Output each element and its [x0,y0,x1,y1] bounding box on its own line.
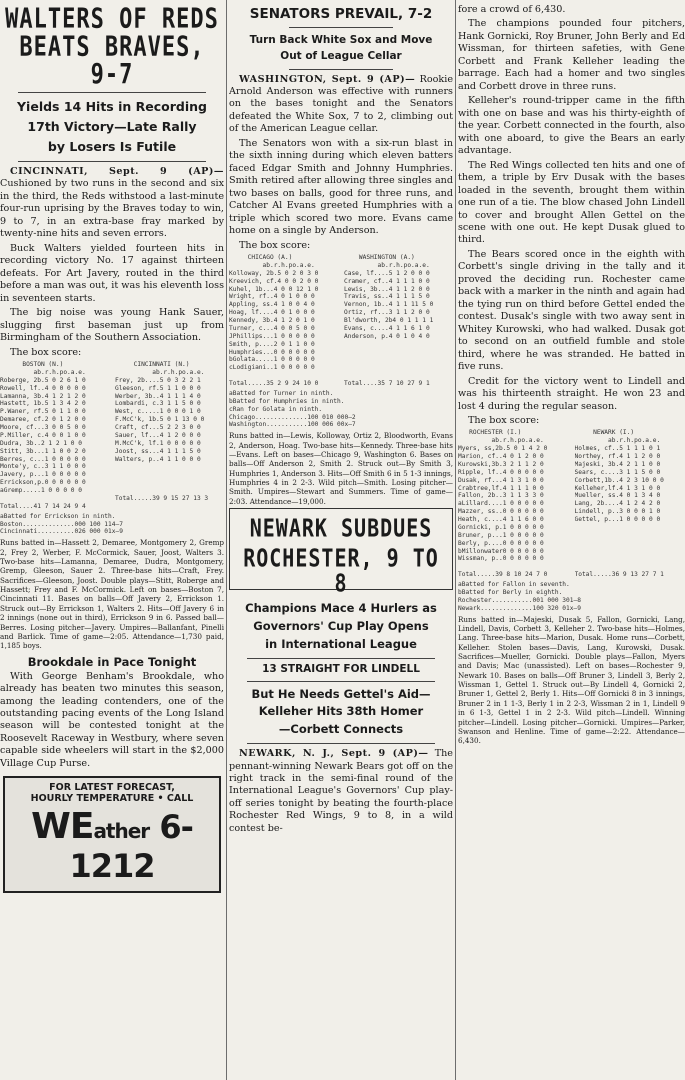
box-score-linescore: aBatted for Turner in ninth. bBatted for Humphries in ninth. cRan for Golata in ninth. Chicago..............100 010 000—2 Washington...........100 006 00x—7 [229,389,356,429]
headline-brookdale: Brookdale in Pace Tonight [27,654,197,669]
box-score-washington: WASHINGTON (A.) ab.r.h.po.a.e. Case, lf....5 1 2 0 0 0 Cramer, cf..4 1 1 1 0 0 Lewis, 3b...4 1 1 2 0 0 Travis, ss..4 1 1 1 5 0 Vernon, 1b..4 1 1 11 5 0 Ortiz, rf...3 1 1 2 0 0 Bl'dworth, 2b4 0 1 1 1 1 Evans, c....4 1 1 6 1 0 Anderson, p.4 0 1 0 4 0 Total....35 7 10 27 9 1 [344,254,434,388]
box-score-cincinnati: CINCINNATI (N.) ab.r.h.po.a.e. Frey, 2b....5 0 3 2 2 1 Gleeson, rf.5 1 1 0 0 0 Werber, 3b..4 1 1 1 4 0 Lombardi, c.3 1 1 5 0 0 West, c.....1 0 0 0 1 0 F.McC'k, 1b.5 0 1 13 0 0 Craft, cf...5 2 2 3 0 0 Sauer, lf...4 1 2 0 0 0 M.McC'k, lf.1 0 0 0 0 0 Joost, ss...4 1 1 1 5 0 Walters, p..4 1 1 0 0 0 Total.....39 9 15 27 13 3 [115,361,209,502]
deck-line: Yields 14 Hits in Recording [17,99,207,114]
box-score-label: The box score: [468,415,540,426]
ad-line-forecast: FOR LATEST FORECAST, [49,782,175,794]
deck-senators [229,33,453,65]
deck-line: in International League [265,636,417,651]
box-score-label: The box score: [10,346,82,358]
divider [247,743,435,744]
box-score-linescore: aBatted for Fallon in seventh. bBatted for Berly in eighth. Rochester...........001 000 301—8 Newark..............100 320 01x—9 [458,581,581,612]
weather-ad [3,776,221,893]
deck-line: Turn Back White Sox and Move [249,34,433,46]
column-2 [229,0,453,837]
box-score-summary: Runs batted in—Hassett 2, Demaree, Montgomery 2, Gremp 2, Frey 2, Werber, F. McCormick, Sauer, Joost, Walters 3. Two-base hits—Lamanna, Demaree, Dudra, Montgomery, Gremp, Gleeson, Sauer 2. Three-base hits—Craft, Frey. Sacrifices—Gleeson, Joost. Double plays—Stitt, Roberge and Hassett; Frey and F. McCormick. Left on bases—Boston 7, Cincinnati 11. Bases on balls—Off Javery 2, Errickson 1. Struck out—By Errickson 1, Walters 2. Hits—Off Javery 6 in 2 innings (none out in third), Errickson 9 in 6. Passed ball—Berres. Losing pitcher—Javery. Umpires—Ballanfant, Pinelli and Barlick. Time of game—2:05. Attendance—1,730 paid, 1,185 boys. [0,538,224,651]
story-text: Cushioned by two runs in the second and six in the third, the Reds withstood a last-minute four-run uprising by the Braves today to win, 9 to 7, in an extra-base fray marked by twenty-nine hits and seven errors. [0,178,224,240]
divider [289,69,393,70]
divider [247,658,435,659]
headline-newark-line1: NEWARK SUBDUES [249,512,433,543]
divider [247,681,435,682]
headline-walters-line2: BEATS BRAVES, 9-7 [19,31,205,91]
story-paragraph [0,166,224,241]
column-1 [0,0,224,893]
box-score-rochester: ROCHESTER (I.) ab.r.h.po.a.e. Myers, ss,2b.5 0 1 4 2 0 Marion, cf..4 0 1 2 0 0 Kurowski,3b.3 2 1 1 2 0 Ripple, lf..4 0 0 0 0 0 Dusak, rf...4 1 3 1 0 0 Crabtree,lf.4 1 1 1 0 0 Fallon, 2b..3 1 1 3 3 0 aLillard....1 0 0 0 0 0 Mazzer, ss..0 0 0 0 0 0 Heath, c....4 1 1 6 0 0 Gornicki, p.1 0 0 0 0 0 Bruner, p...1 0 0 0 0 0 Berly, p....0 0 0 0 0 0 bMillonwater0 0 0 0 0 0 Wissman, p..0 0 0 0 0 0 Total.....39 8 10 24 7 0 [458,429,548,579]
box-score-boston-cincinnati [0,361,224,513]
story-text: Rookie Arnold Anderson was effective with runners on the bases tonight and the Senators defeated the White Sox, 7 to 2, climbing out of the American League cellar. [229,73,453,135]
divider [18,92,206,93]
box-score-label: The box score: [239,239,311,251]
ad-we: WE [31,806,94,848]
deck-gettel [229,686,453,739]
headline-walters-line1: WALTERS OF REDS [5,3,219,35]
ad-phone-number [9,806,215,885]
deck-newark [229,600,453,653]
story-paragraph: The Senators won with a six-run blast in the sixth inning during which eleven batters faced Edgar Smith and Johnny Humphries. Smith retired after allowing three singles and two bases on balls, good for three runs, and Catcher Al Evans greeted Humphries with a triple which scored two more. Evans came home on a single by Anderson. [229,137,453,237]
deck-line: by Losers Is Futile [47,139,177,154]
story-paragraph [229,74,453,136]
story-paragraph: Kelleher's round-tripper came in the fifth with one on base and was his thirty-eighth of the year. Corbett connected in the fourth, also with one aboard, to give the Bears an early advantage. [458,95,685,157]
story-paragraph: The champions pounded four pitchers, Hank Gornicki, Roy Bruner, John Berly and Ed Wissman, for thirteen safeties, with Gene Corbett and Frank Kelleher leading the barrage. Each had a homer and two singles and Corbett drove in three runs. [458,18,685,92]
deck-line: —Corbett Connects [278,722,404,737]
box-score-chicago-washington [229,254,453,390]
ad-line-temperature: HOURLY TEMPERATURE • CALL [30,793,194,805]
column-rule [455,0,456,1080]
story-paragraph [229,748,453,835]
kicker-lindell: 13 STRAIGHT FOR LINDELL [262,662,420,675]
story-text: The pennant-winning Newark Bears got off on the right track in the semi-final round of the International League's Governors' Cup play-off series tonight by beating the fourth-place Rochester Red Wings, 9 to 8, in a wild contest be- [229,748,453,834]
divider [289,27,393,28]
column-3 [458,0,685,748]
box-score-chicago: CHICAGO (A.) ab.r.h.po.a.e. Kolloway, 2b.5 0 2 0 3 0 Kreevich, cf.4 0 0 2 0 0 Kuhel, 1b...4 0 0 12 1 0 Wright, rf..4 0 1 0 0 0 Appling, ss.4 1 0 0 4 0 Hoag, lf....4 0 1 0 0 0 Kennedy, 3b.4 1 2 0 1 0 Turner, c...4 0 0 5 0 0 JPhillips...1 0 0 0 0 0 Smith, p....2 0 1 1 0 0 Humphries...0 0 0 0 0 0 bGolata.....1 0 0 0 0 0 cLodigiani..1 0 0 0 0 0 Total.....35 2 9 24 10 0 [229,254,319,388]
story-paragraph: With George Benham's Brookdale, who already has beaten two minutes this season, among the leading contenders, one of the outstanding pacing events of the Long Island season will be contested tonight at the Roosevelt Raceway in Westbury, where seven capable side wheelers will start in the $2,000 Village Cup Purse. [0,670,224,769]
newark-headline-box [229,508,453,598]
headline-newark-line2: ROCHESTER, 9 TO 8 [243,542,439,598]
deck-line: 17th Victory—Late Rally [27,119,197,134]
dateline: CINCINNATI, Sept. 9 (AP)— [10,166,224,177]
box-score-newark: NEWARK (I.) ab.r.h.po.a.e. Holmes, cf..5 1 1 1 0 1 Northey, rf.4 1 1 2 0 0 Majeski, 3b.4 2 1 1 0 0 Sears, c....3 1 1 5 0 0 Corbett,1b..4 2 3 10 0 0 Kelleher,lf.4 1 3 1 0 0 Mueller, ss.4 0 1 3 4 0 Lang, 2b....4 1 2 4 2 0 Lindell, p..3 0 0 0 1 0 Gettel, p...1 0 0 0 0 0 Total.....36 9 13 27 7 1 [574,429,664,579]
story-paragraph: The Bears scored once in the eighth with Corbett's single driving in the tally and it proved the deciding run. Rochester came back with a marker in the ninth and again had the tying run on third before Gettel ended the contest. Dusak's single with two away sent in Whitey Kurowski, who had walked. Dusak got to second on an outfield fumble and stole third, where he was stranded. He batted in five runs. [458,248,685,373]
story-paragraph: The big noise was young Hank Sauer, slugging first baseman just up from Birmingham of the Southern Association. [0,307,224,344]
deck-walters [0,97,224,157]
deck-line: Kelleher Hits 38th Homer [258,704,424,719]
story-paragraph: Credit for the victory went to Lindell and was his thirteenth straight. He won 23 and lost 4 during the regular season. [458,375,685,412]
box-score-boston: BOSTON (N.) ab.r.h.po.a.e. Roberge, 2b.5 0 2 6 1 0 Rowell, lf..4 0 0 0 0 0 Lamanna, 3b.4 1 2 1 2 0 Hastett, 1b.5 1 3 4 2 0 P.Waner, rf.5 0 1 1 0 0 Demaree, cf.2 0 1 2 0 0 Moore, cf...3 0 0 5 0 0 P.Miller, c.4 0 0 1 0 0 Dudra, 3b..2 1 2 1 0 0 Stitt, 3b...1 1 0 0 2 0 Berres, c...1 0 0 0 0 0 Monte'y, c..3 1 1 0 0 0 Javery, p...1 0 0 0 0 0 Errickson,p.0 0 0 0 0 0 aGremp.....1 0 0 0 0 0 Total....41 7 14 24 9 4 [0,361,86,510]
divider [18,161,206,162]
story-paragraph: fore a crowd of 6,430. [458,4,566,15]
dateline: NEWARK, N. J., Sept. 9 (AP)— [239,748,429,760]
story-paragraph: The Red Wings collected ten hits and one of them, a triple by Erv Dusak with the bases loaded in the seventh, brought them within one run of a tie. The blow chased John Lindell to cover and brought Allen Gettel on the scene with one out. He kept Dusak glued to third. [458,159,685,246]
story-paragraph: Buck Walters yielded fourteen hits in recording victory No. 17 against thirteen defeats. For Art Javery, routed in the third before a man was out, it was his eleventh loss in seventeen starts. [0,242,224,304]
ad-ather: ather [93,819,150,844]
deck-line: Out of League Cellar [280,49,402,62]
box-score-summary: Runs batted in—Lewis, Kolloway, Ortiz 2, Bloodworth, Evans 2, Anderson, Hoag. Two-base hits—Kennedy. Three-base hits—Evans. Left on bases—Chicago 9, Washington 6. Bases on balls—Off Anderson 2, Smith 2. Struck out—By Smith 3, Humphries 1, Anderson 3. Hits—Off Smith 6 in 5 1-3 innings, Humphries 4 in 2 2-3. Wild pitch—Smith. Losing pitcher—Smith. Umpires—Stewart and Summers. Time of game—2:03. Attendance—19,000. [229,431,453,506]
headline-senators: SENATORS PREVAIL, 7-2 [249,6,433,22]
deck-line: Champions Mace 4 Hurlers as [245,601,437,616]
deck-line: But He Needs Gettel's Aid— [251,686,431,701]
box-score-linescore: aBatted for Errickson in ninth. Boston..............000 100 114—7 Cincinnati..........026 000 01x—9 [0,512,123,536]
ad-number: 6-1212 [69,808,193,886]
column-rule [226,0,227,1080]
box-score-rochester-newark [458,429,685,581]
deck-line: Governors' Cup Play Opens [253,619,429,633]
dateline: WASHINGTON, Sept. 9 (AP)— [239,73,416,85]
box-score-summary: Runs batted in—Majeski, Dusak 5, Fallon, Gornicki, Lang, Lindell, Davis, Corbett 3, Kelleher 2. Two-base hits—Holmes, Lang. Three-base hits—Marion, Dusak. Home runs—Corbett, Kelleher. Stolen bases—Davis, Lang, Kurowski, Dusak. Sacrifices—Mueller, Gornicki. Double plays—Fallon, Myers and Davis; Mac (unassisted). Left on bases—Rochester 9, Newark 10. Bases on balls—Off Bruner 3, Lindell 3, Berly 2, Wissman 1, Gettel 1. Struck out—By Lindell 4, Gornicki 2, Bruner 1, Gettel 2, Berly 1. Hits—Off Gornicki 8 in 3 innings, Bruner 2 in 1 1-3, Berly 1 in 2 2-3, Wissman 2 in 1, Lindell 9 in 6 1-3, Gettel 1 in 2 2-3. Wild pitch—Lindell. Winning pitcher—Lindell. Losing pitcher—Gornicki. Umpires—Parker, Swanson and Henline. Time of game—2:22. Attendance—6,430. [458,614,685,746]
